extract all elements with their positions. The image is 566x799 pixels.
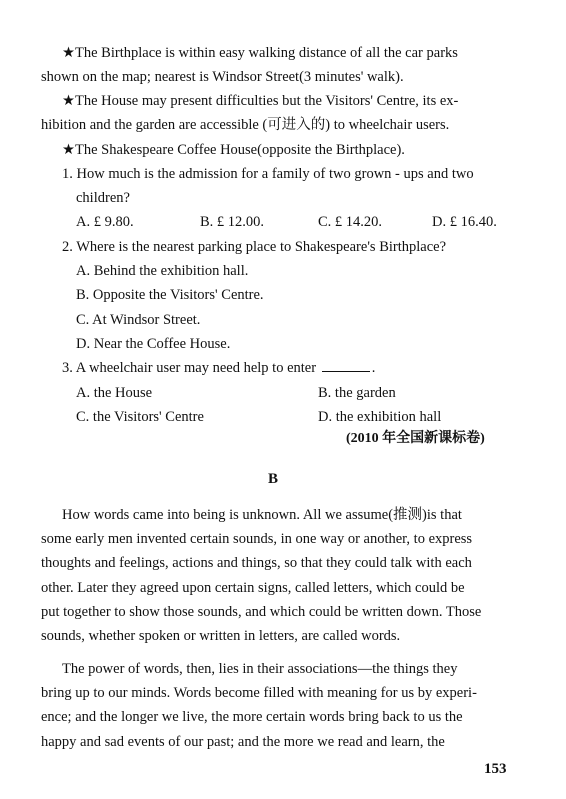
question-3-option-a: A. the House: [76, 385, 153, 401]
question-3-option-d: D. the exhibition hall: [318, 409, 442, 425]
question-3-option-b: B. the garden: [318, 385, 396, 401]
exam-source: (2010 年全国新课标卷): [346, 431, 485, 446]
question-2-option-a: A. Behind the exhibition hall.: [76, 263, 249, 279]
question-1-option-a: A. £ 9.80.: [76, 214, 134, 230]
question-2-option-c: C. At Windsor Street.: [76, 312, 201, 328]
answer-blank: [322, 359, 370, 372]
question-3-stem-end: .: [371, 360, 376, 376]
passage-line-7: The power of words, then, lies in their associations—the things they: [62, 661, 458, 677]
note-line-5: ★The Shakespeare Coffee House(opposite the Birthplace).: [62, 142, 405, 158]
question-3-stem: [62, 359, 375, 377]
passage-line-9: ence; and the longer we live, the more certain words bring back to us the: [41, 709, 463, 725]
question-1-option-b: B. £ 12.00.: [200, 214, 265, 230]
question-1-option-d: D. £ 16.40.: [432, 214, 497, 230]
passage-line-10: happy and sad events of our past; and the more we read and learn, the: [41, 734, 445, 750]
passage-line-4: other. Later they agreed upon certain signs, called letters, which could be: [41, 580, 465, 596]
passage-line-3: thoughts and feelings, actions and things, so that they could talk with each: [41, 555, 472, 571]
question-1-option-c: C. £ 14.20.: [318, 214, 383, 230]
question-2-option-b: B. Opposite the Visitors' Centre.: [76, 287, 264, 303]
passage-line-2: some early men invented certain sounds, in one way or another, to express: [41, 531, 473, 547]
passage-line-6: sounds, whether spoken or written in letters, are called words.: [41, 628, 401, 644]
question-1-stem-cont: children?: [76, 190, 130, 206]
question-1-stem: 1. How much is the admission for a family of two grown - ups and two: [62, 166, 474, 182]
question-2-stem: 2. Where is the nearest parking place to Shakespeare's Birthplace?: [62, 239, 447, 255]
page-number: 153: [484, 761, 507, 777]
note-line-3: ★The House may present difficulties but the Visitors' Centre, its ex-: [62, 93, 459, 109]
passage-line-8: bring up to our minds. Words become filled with meaning for us by experi-: [41, 685, 477, 701]
section-title: B: [268, 471, 279, 487]
passage-line-1: How words came into being is unknown. All we assume(推测)is that: [62, 507, 462, 523]
note-line-4: hibition and the garden are accessible (可进入的) to wheelchair users.: [41, 117, 450, 133]
question-3-option-c: C. the Visitors' Centre: [76, 409, 204, 425]
passage-line-5: put together to show those sounds, and which could be written down. Those: [41, 604, 482, 620]
note-line-1: ★The Birthplace is within easy walking distance of all the car parks: [62, 45, 458, 61]
note-line-2: shown on the map; nearest is Windsor Street(3 minutes' walk).: [41, 69, 404, 85]
question-3-stem-text: 3. A wheelchair user may need help to enter: [62, 360, 317, 376]
question-2-option-d: D. Near the Coffee House.: [76, 336, 231, 352]
